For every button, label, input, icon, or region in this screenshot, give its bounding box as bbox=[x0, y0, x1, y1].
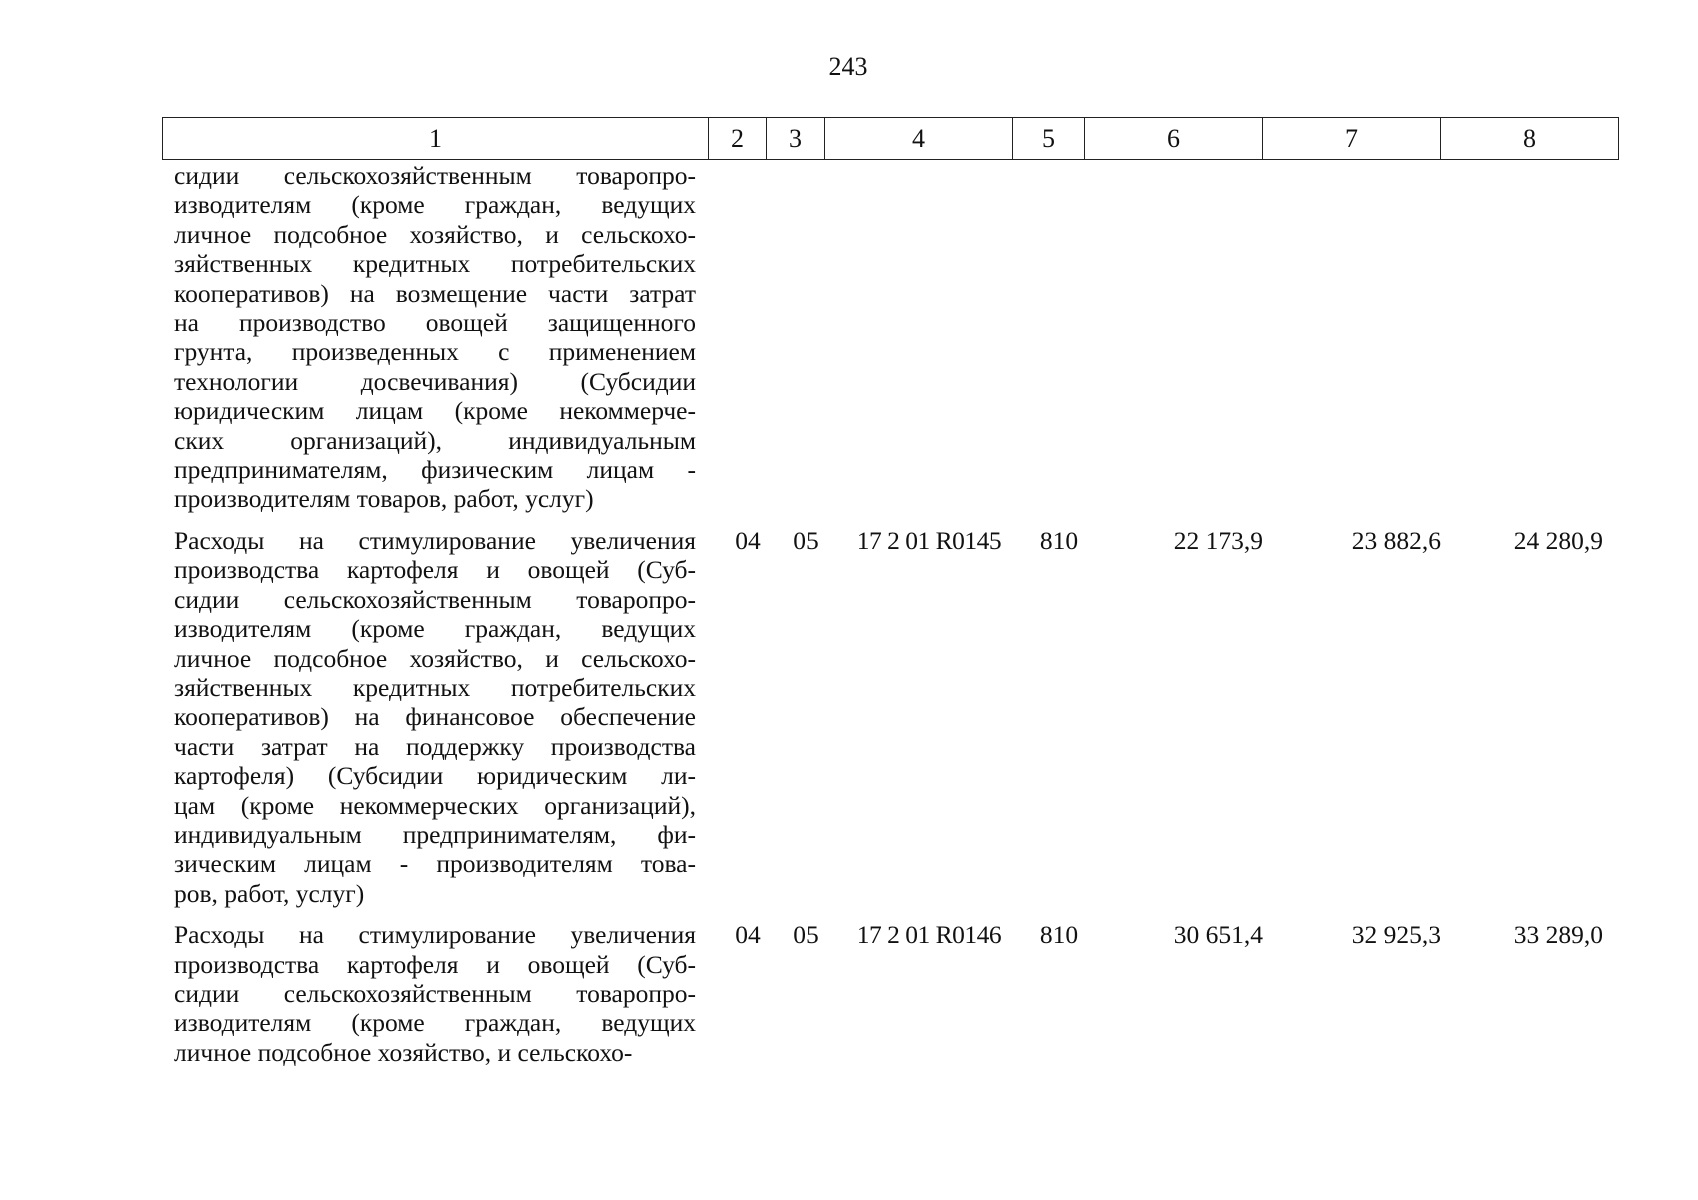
description-line: производства картофеля и овощей (Суб- bbox=[174, 555, 696, 585]
description-line: картофеля) (Субсидии юридическим ли- bbox=[174, 761, 696, 791]
cell-section: 04 bbox=[735, 920, 761, 950]
description-line: Расходы на стимулирование увеличения bbox=[174, 920, 696, 950]
table-row bbox=[162, 161, 1612, 514]
description-line: на производство овощей защищенного bbox=[174, 308, 696, 338]
page-number: 243 bbox=[828, 52, 868, 81]
description-line: личное подсобное хозяйство, и сельскохо- bbox=[174, 219, 696, 249]
cell-amount-col6: 30 651,4 bbox=[1173, 920, 1263, 950]
description-line: производителям товаров, работ, услуг) bbox=[174, 484, 594, 514]
description-line: технологии досвечивания) (Субсидии bbox=[174, 366, 696, 396]
description-line: ров, работ, услуг) bbox=[174, 878, 365, 908]
header-col-5: 5 bbox=[1013, 118, 1085, 160]
cell-amount-col7: 32 925,3 bbox=[1351, 920, 1441, 950]
description-line: кооперативов) на возмещение части затрат bbox=[174, 278, 696, 308]
row-description bbox=[174, 526, 696, 908]
table-header bbox=[162, 117, 1619, 160]
cell-expense-type: 810 bbox=[1039, 920, 1079, 950]
row-description bbox=[174, 920, 696, 1067]
row-description bbox=[174, 161, 696, 514]
description-line: сидии сельскохозяйственным товаропро- bbox=[174, 584, 696, 614]
header-col-4: 4 bbox=[825, 118, 1013, 160]
description-line: зяйственных кредитных потребительских bbox=[174, 672, 696, 702]
description-line: изводителям (кроме граждан, ведущих bbox=[174, 614, 696, 644]
description-line: части затрат на поддержку производства bbox=[174, 731, 696, 761]
header-row bbox=[163, 118, 1619, 160]
description-line: зяйственных кредитных потребительских bbox=[174, 249, 696, 279]
cell-amount-col6: 22 173,9 bbox=[1173, 525, 1263, 555]
cell-amount-col8: 24 280,9 bbox=[1513, 525, 1603, 555]
header-col-3: 3 bbox=[767, 118, 825, 160]
cell-expense-type: 810 bbox=[1039, 525, 1079, 555]
description-line: производства картофеля и овощей (Суб- bbox=[174, 949, 696, 979]
description-line: цам (кроме некоммерческих организаций), bbox=[174, 790, 696, 820]
table-row bbox=[162, 920, 1612, 1067]
header-col-7: 7 bbox=[1263, 118, 1441, 160]
description-line: ских организаций), индивидуальным bbox=[174, 425, 696, 455]
table-row bbox=[162, 526, 1612, 908]
cell-subsection: 05 bbox=[793, 920, 819, 950]
cell-subsection: 05 bbox=[793, 525, 819, 555]
description-line: сидии сельскохозяйственным товаропро- bbox=[174, 978, 696, 1008]
description-line: личное подсобное хозяйство, и сельскохо- bbox=[174, 643, 696, 673]
header-col-1: 1 bbox=[163, 118, 709, 160]
cell-amount-col7: 23 882,6 bbox=[1351, 525, 1441, 555]
header-col-6: 6 bbox=[1085, 118, 1263, 160]
description-line: предпринимателям, физическим лицам - bbox=[174, 455, 696, 485]
cell-section: 04 bbox=[735, 525, 761, 555]
header-col-8: 8 bbox=[1441, 118, 1619, 160]
description-line: кооперативов) на финансовое обеспечение bbox=[174, 702, 696, 732]
cell-target-code: 17 2 01 R0145 bbox=[856, 525, 1002, 555]
description-line: юридическим лицам (кроме некоммерче- bbox=[174, 396, 696, 426]
cell-amount-col8: 33 289,0 bbox=[1513, 920, 1603, 950]
description-line: грунта, произведенных с применением bbox=[174, 337, 696, 367]
description-line: индивидуальным предпринимателям, фи- bbox=[174, 819, 696, 849]
description-line: изводителям (кроме граждан, ведущих bbox=[174, 1008, 696, 1038]
description-line: сидии сельскохозяйственным товаропро- bbox=[174, 161, 696, 190]
description-line: зическим лицам - производителям това- bbox=[174, 849, 696, 879]
cell-target-code: 17 2 01 R0146 bbox=[856, 920, 1002, 950]
table-body bbox=[162, 161, 1612, 1067]
description-line: изводителям (кроме граждан, ведущих bbox=[174, 190, 696, 220]
header-col-2: 2 bbox=[709, 118, 767, 160]
description-line: Расходы на стимулирование увеличения bbox=[174, 525, 696, 555]
description-line: личное подсобное хозяйство, и сельскохо- bbox=[174, 1037, 633, 1067]
